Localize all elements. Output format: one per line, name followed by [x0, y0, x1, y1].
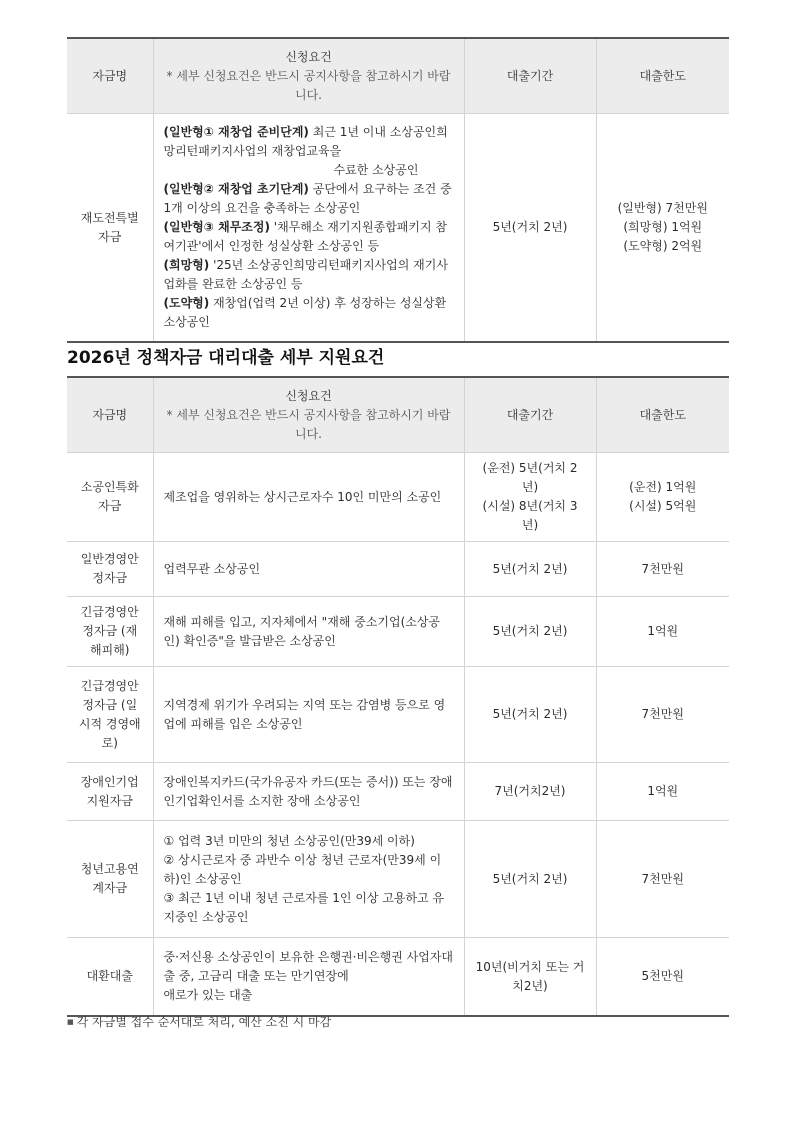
- loan-period-line: 10년(비거치 또는 거치2년): [475, 959, 585, 993]
- loan-period: 5년(거치 2년): [464, 114, 596, 343]
- loan-period: [464, 821, 596, 938]
- loan-limit: [596, 597, 729, 667]
- requirement-cell: [153, 114, 464, 343]
- fund-name: 일반경영안정자금: [67, 542, 153, 597]
- header-fund-name: 자금명: [67, 38, 153, 114]
- header-period: 대출기간: [464, 377, 596, 453]
- loan-limit-line: 1억원: [647, 784, 679, 798]
- loan-limit-line: (희망형) 1억원: [623, 220, 703, 234]
- header-requirement: [153, 38, 464, 114]
- table-row: [67, 821, 729, 938]
- requirement-cell: [153, 763, 464, 821]
- loan-period: [464, 763, 596, 821]
- requirement-cell: [153, 542, 464, 597]
- loan-period-line: (시설) 8년(거치 3년): [482, 499, 578, 532]
- loan-period-line: 7년(거치2년): [494, 784, 566, 798]
- fund-name: 긴급경영안정자금 (일시적 경영애로): [67, 667, 153, 763]
- fund-name: 긴급경영안정자금 (재해피해): [67, 597, 153, 667]
- loan-period-line: 5년(거치 2년): [492, 871, 568, 886]
- loan-limit-line: (일반형) 7천만원: [617, 201, 708, 215]
- requirement-line: ③ 최근 1년 이내 청년 근로자를 1인 이상 고용하고 유지중인 소상공인: [163, 890, 445, 924]
- table-row: [67, 938, 729, 1017]
- loan-limit-line: (시설) 5억원: [629, 499, 697, 513]
- loan-period-line: 5년(거치 2년): [492, 624, 568, 638]
- loan-period: [464, 667, 596, 763]
- loan-limit-line: (도약형) 2억원: [623, 239, 703, 253]
- header-limit: 대출한도: [596, 38, 729, 114]
- loan-table-proxy: [67, 376, 729, 1017]
- requirement-line: 애로가 있는 대출: [163, 988, 253, 1002]
- loan-limit: [596, 114, 729, 343]
- requirement-line: 제조업을 영위하는 상시근로자수 10인 미만의 소공인: [163, 489, 442, 504]
- loan-limit: [596, 542, 729, 597]
- loan-limit-line: 7천만원: [641, 871, 684, 886]
- loan-limit-line: 7천만원: [641, 561, 684, 576]
- requirement-line: (일반형① 재창업 준비단계) 최근 1년 이내 소상공인희망리턴패키지사업의 재창업교육을: [163, 125, 448, 158]
- requirement-line: 재해 피해를 입고, 지자체에서 "재해 중소기업(소상공인) 확인증"을 발급받은 소상공인: [163, 614, 441, 648]
- requirement-line: (일반형③ 채무조정) '채무해소 재기지원종합패키지 참여기관'에서 인정한 성실상환 소상공인 등: [163, 220, 447, 253]
- fund-name: 소공인특화자금: [67, 453, 153, 542]
- header-period: 대출기간: [464, 38, 596, 114]
- loan-limit: [596, 763, 729, 821]
- fund-name: 대환대출: [67, 938, 153, 1017]
- header-requirement-note: * 세부 신청요건은 반드시 공지사항을 참고하시기 바랍니다.: [166, 407, 451, 441]
- loan-limit-line: 1억원: [647, 624, 679, 638]
- requirement-line: 업력무관 소상공인: [163, 561, 261, 576]
- loan-limit: [596, 667, 729, 763]
- loan-period-line: 5년(거치 2년): [492, 707, 568, 721]
- loan-limit: [596, 938, 729, 1017]
- header-fund-name: 자금명: [67, 377, 153, 453]
- loan-period-line: (운전) 5년(거치 2년): [482, 461, 578, 494]
- requirement-line: 지역경제 위기가 우려되는 지역 또는 감염병 등으로 영업에 피해를 입은 소상공인: [163, 697, 446, 731]
- loan-table-special: [67, 37, 729, 343]
- loan-period: [464, 453, 596, 542]
- header-requirement-title: 신청요건: [285, 49, 332, 64]
- table-row: [67, 667, 729, 763]
- table-header-row: [67, 377, 729, 453]
- requirement-line: (도약형) 재창업(업력 2년 이상) 후 성장하는 성실상환 소상공인: [163, 296, 447, 329]
- loan-limit: [596, 453, 729, 542]
- requirement-line: ② 상시근로자 중 과반수 이상 청년 근로자(만39세 이하)인 소상공인: [163, 852, 442, 886]
- header-requirement-note: * 세부 신청요건은 반드시 공지사항을 참고하시기 바랍니다.: [166, 68, 451, 102]
- header-requirement-title: 신청요건: [285, 388, 332, 403]
- requirement-line: 수료한 소상공인: [333, 163, 419, 177]
- requirement-cell: [153, 453, 464, 542]
- requirement-cell: [153, 667, 464, 763]
- loan-period: [464, 597, 596, 667]
- requirement-line: ① 업력 3년 미만의 청년 소상공인(만39세 이하): [163, 833, 415, 848]
- loan-limit-line: (운전) 1억원: [629, 480, 697, 494]
- header-requirement: [153, 377, 464, 453]
- header-limit: 대출한도: [596, 377, 729, 453]
- loan-limit: [596, 821, 729, 938]
- fund-name: 재도전특별자금: [67, 114, 153, 343]
- table-row: [67, 597, 729, 667]
- requirement-cell: [153, 821, 464, 938]
- bullet-icon: ■: [67, 1018, 74, 1026]
- section-title: 2026년 정책자금 대리대출 세부 지원요건: [67, 348, 385, 368]
- requirement-cell: [153, 938, 464, 1017]
- footnote-text: 각 자금별 접수 순서대로 처리, 예산 소진 시 마감: [76, 1015, 332, 1029]
- loan-period: [464, 542, 596, 597]
- requirement-line: 중·저신용 소상공인이 보유한 은행권·비은행권 사업자대출 중, 고금리 대출 또는 만기연장에: [163, 950, 454, 983]
- loan-period: [464, 938, 596, 1017]
- table-body: [67, 453, 729, 1017]
- table-row: [67, 114, 729, 343]
- table-row: [67, 763, 729, 821]
- requirement-line: (희망형) '25년 소상공인희망리턴패키지사업의 재기사업화를 완료한 소상공인 등: [163, 258, 448, 291]
- fund-name: 청년고용연계자금: [67, 821, 153, 938]
- loan-period-line: 5년(거치 2년): [492, 561, 568, 576]
- requirement-line: (일반형② 재창업 초기단계) 공단에서 요구하는 조건 중 1개 이상의 요건을 충족하는 소상공인: [163, 182, 452, 215]
- loan-limit-line: 5천만원: [641, 969, 684, 983]
- table-row: [67, 453, 729, 542]
- fund-name: 장애인기업지원자금: [67, 763, 153, 821]
- table-header-row: [67, 38, 729, 114]
- footnote: [67, 1013, 331, 1030]
- table-row: [67, 542, 729, 597]
- requirement-line: 장애인복지카드(국가유공자 카드(또는 증서)) 또는 장애인기업확인서를 소지한 장애 소상공인: [163, 774, 453, 808]
- requirement-cell: [153, 597, 464, 667]
- loan-limit-line: 7천만원: [641, 707, 684, 721]
